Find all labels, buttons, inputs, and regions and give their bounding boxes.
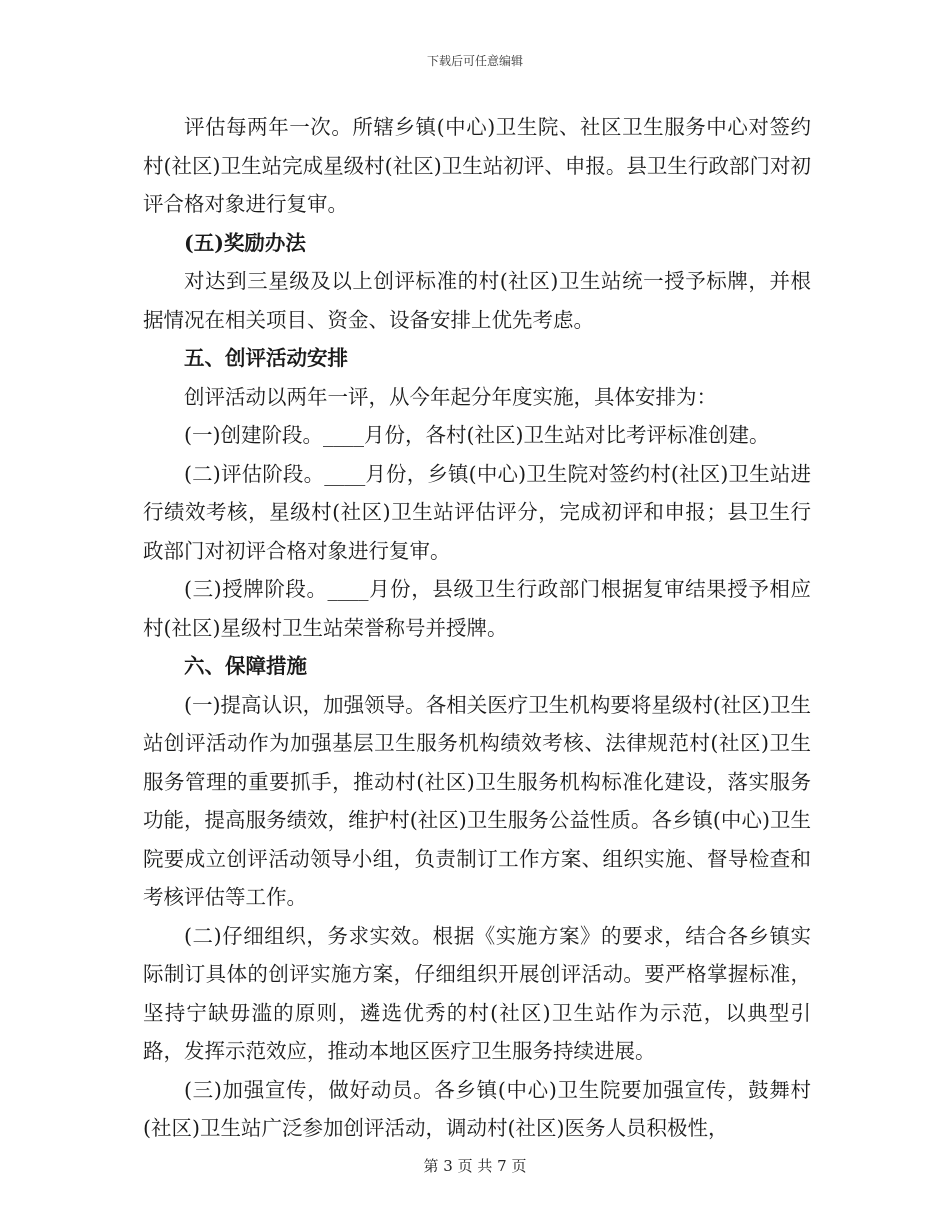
page-header: 下载后可任意编辑: [426, 54, 523, 68]
paragraph-reward: 对达到三星级及以上创评标准的村(社区)卫生站统一授予标牌，并根据情况在相关项目、资金、设备安排上优先考虑。: [143, 269, 811, 332]
heading-activity-schedule: 五、创评活动安排: [184, 346, 348, 370]
paragraph-safeguard-publicity: (三)加强宣传，做好动员。各乡镇(中心)卫生院要加强宣传，鼓舞村(社区)卫生站广泛参加创评活动，调动村(社区)医务人员积极性，: [143, 1077, 811, 1140]
page-number: 第 3 页 共 7 页: [423, 1157, 527, 1175]
paragraph-schedule-intro: 创评活动以两年一评，从今年起分年度实施，具体安排为：: [184, 384, 717, 409]
paragraph-evaluation-cycle: 评估每两年一次。所辖乡镇(中心)卫生院、社区卫生服务中心对签约村(社区)卫生站完成星级村(社区)卫生站初评、申报。县卫生行政部门对初评合格对象进行复审。: [143, 115, 811, 216]
paragraph-stage-evaluation: (二)评估阶段。____月份，乡镇(中心)卫生院对签约村(社区)卫生站进行绩效考核，星级村(社区)卫生站评估评分，完成初评和申报；县卫生行政部门对初评合格对象进行复审。: [143, 461, 811, 563]
paragraph-safeguard-leadership: (一)提高认识，加强领导。各相关医疗卫生机构要将星级村(社区)卫生站创评活动作为加强基层卫生服务机构绩效考核、法律规范村(社区)卫生服务管理的重要抓手，推动村(社区)卫生服务机构标准化建设，落实服务功能，提高服务绩效，维护村(社区)卫生服务公益性质。各乡镇(中心)卫生院要成立创评活动领导小组，负责制订工作方案、组织实施、督导检查和考核评估等工作。: [143, 692, 811, 909]
heading-reward-method: (五)奖励办法: [184, 230, 306, 255]
heading-safeguards: 六、保障措施: [184, 654, 307, 678]
paragraph-stage-award: (三)授牌阶段。____月份，县级卫生行政部门根据复审结果授予相应村(社区)星级村卫生站荣誉称号并授牌。: [143, 577, 811, 640]
paragraph-stage-creation: (一)创建阶段。____月份，各村(社区)卫生站对比考评标准创建。: [184, 423, 770, 447]
paragraph-safeguard-organization: (二)仔细组织，务求实效。根据《实施方案》的要求，结合各乡镇实际制订具体的创评实施方案，仔细组织开展创评活动。要严格掌握标准，坚持宁缺毋滥的原则，遴选优秀的村(社区)卫生站作为示范，以典型引路，发挥示范效应，推动本地区医疗卫生服务持续进展。: [143, 923, 811, 1063]
document-body: [143, 108, 811, 1148]
